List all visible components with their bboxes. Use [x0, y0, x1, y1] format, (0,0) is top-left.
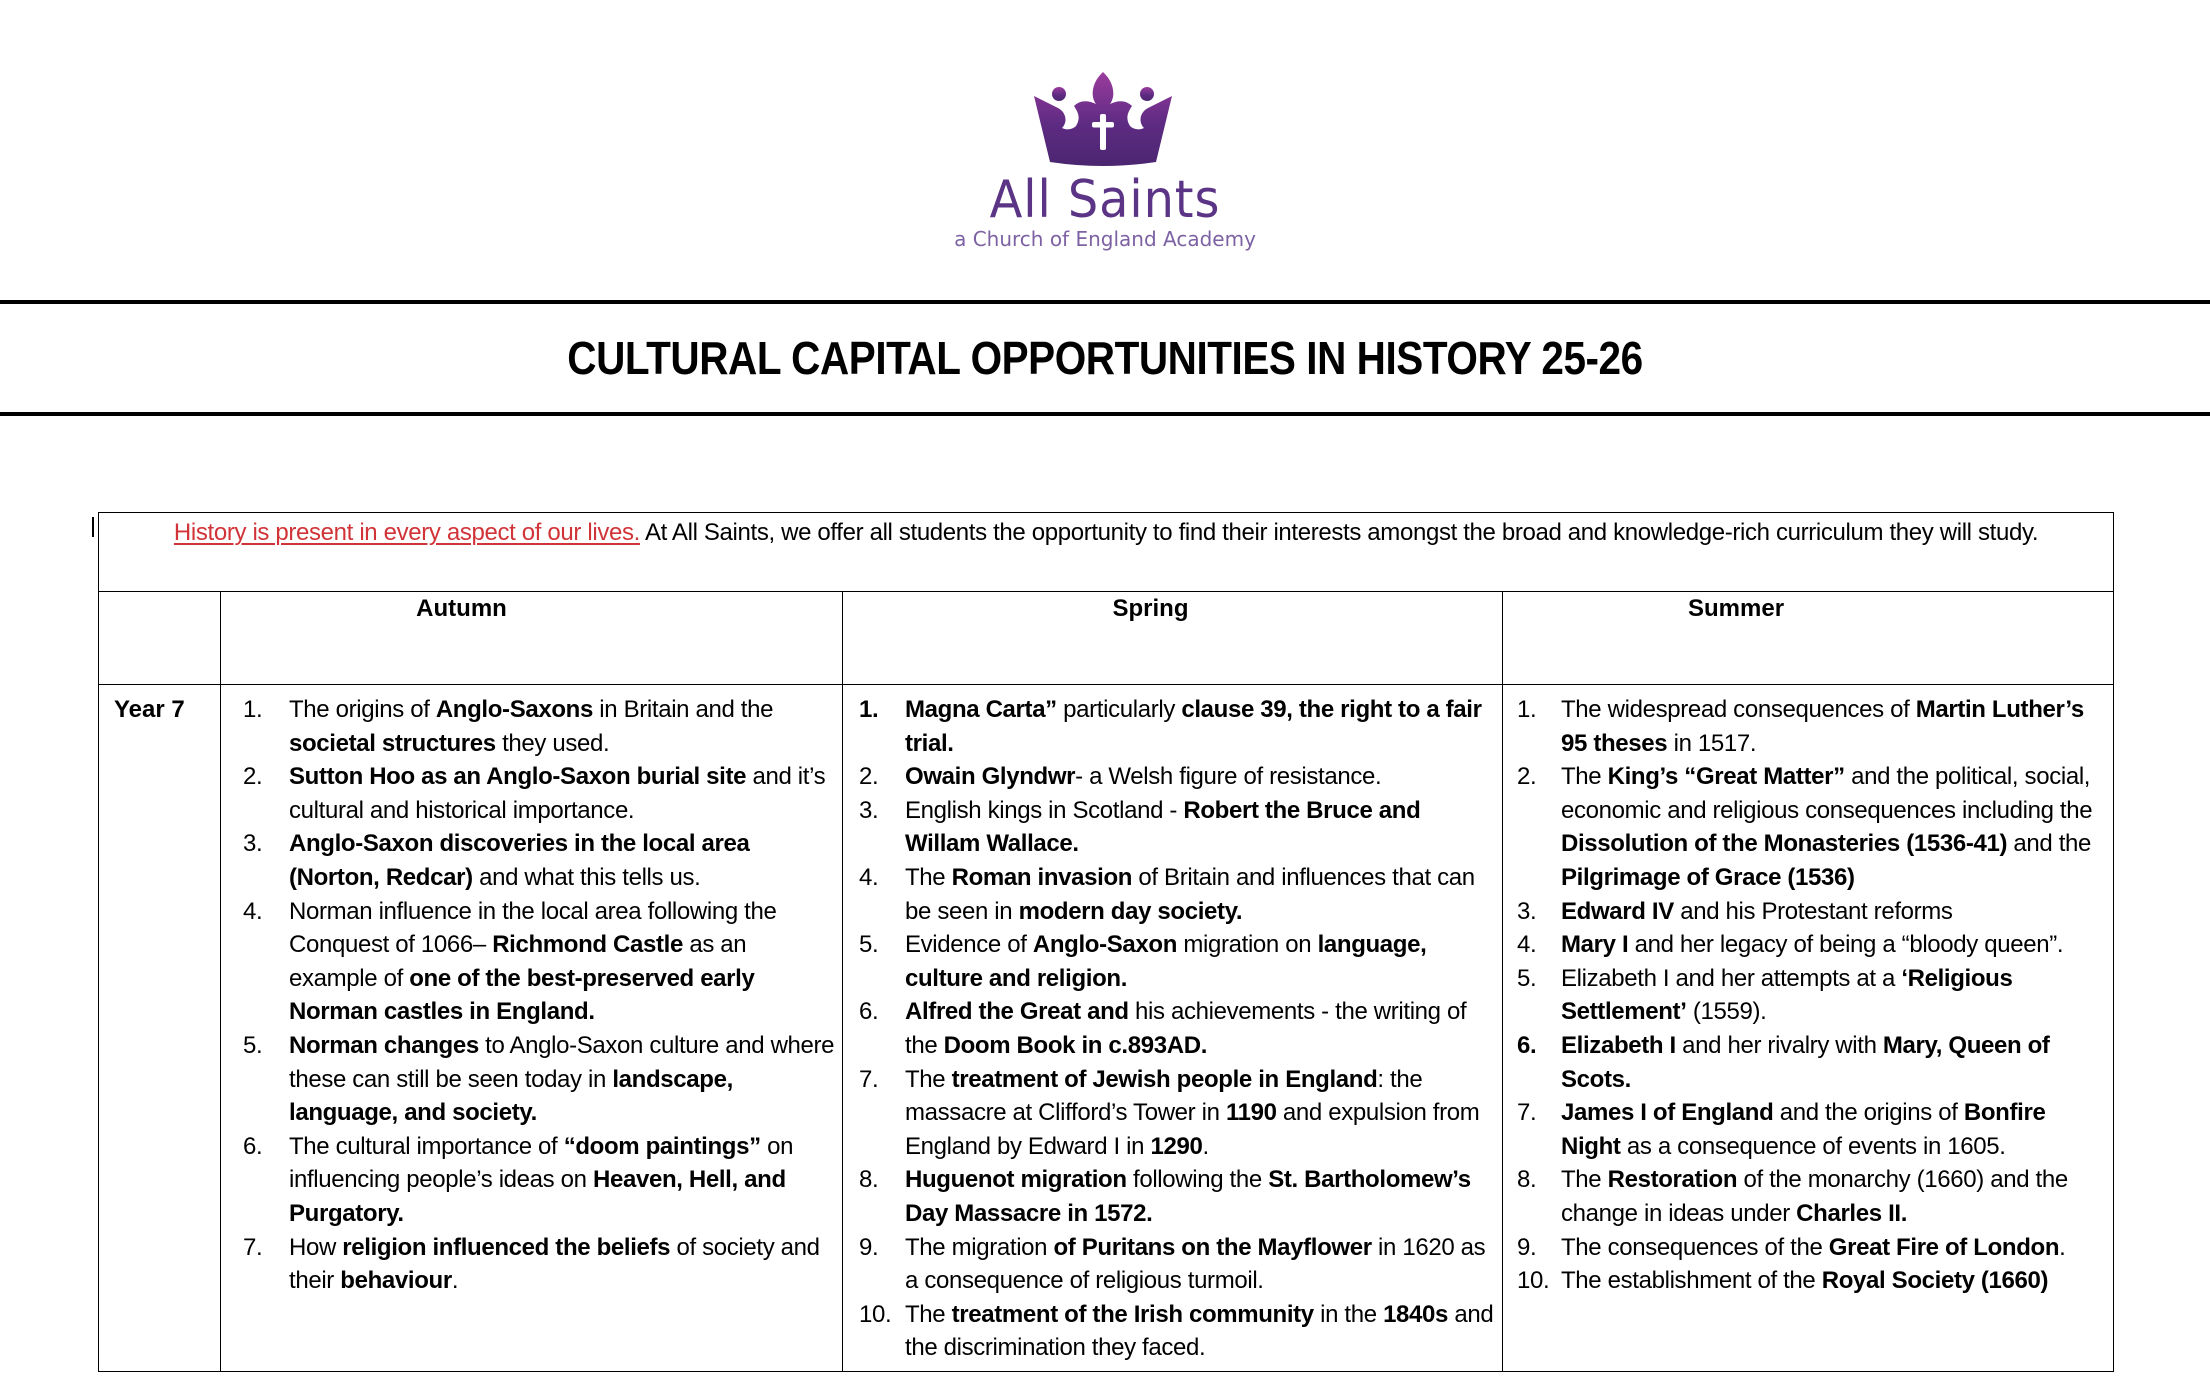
emphasis-text: Roman invasion — [951, 863, 1133, 891]
item-text: and her legacy of being a “bloody queen”. — [1628, 931, 2064, 959]
item-text: The migration — [905, 1233, 1054, 1261]
emphasis-text: societal structures — [289, 729, 496, 757]
emphasis-text: Anglo-Saxon — [1032, 931, 1178, 959]
emphasis-text: Sutton Hoo as an Anglo-Saxon burial site — [289, 763, 747, 791]
item-text: on influencing people’s ideas on — [289, 1132, 794, 1194]
autumn-list — [221, 685, 842, 1298]
emphasis-text: Bonfire Night — [1561, 1099, 2046, 1160]
item-text: and the — [2007, 830, 2092, 858]
emphasis-text: Mary, Queen of Scots. — [1561, 1031, 2050, 1093]
item-text: The — [905, 1300, 952, 1328]
header-row — [99, 592, 2114, 685]
item-text: as an example of — [289, 931, 747, 992]
list-item — [221, 1231, 842, 1298]
list-item-number: 8. — [859, 1166, 879, 1194]
emphasis-text: St. Bartholomew’s Day Massacre in 1572. — [905, 1166, 1471, 1227]
list-item — [221, 827, 842, 894]
emphasis-text: treatment of Jewish people in England — [951, 1065, 1378, 1093]
item-text: they used. — [495, 729, 610, 757]
list-item — [221, 693, 842, 760]
list-item — [1503, 1096, 2113, 1163]
list-item — [843, 760, 1502, 794]
intro-cell — [99, 513, 2114, 592]
emphasis-text: landscape, language, and society. — [289, 1065, 733, 1127]
emphasis-text: 1190 — [1225, 1099, 1277, 1127]
list-item — [843, 1063, 1502, 1164]
list-item-number: 4. — [243, 897, 263, 925]
list-item-number: 6. — [243, 1132, 263, 1160]
emphasis-text: Elizabeth I — [1561, 1031, 1676, 1059]
list-item-number: 6. — [1517, 1031, 1537, 1059]
item-text: . — [1202, 1132, 1209, 1160]
item-text: particularly — [1056, 696, 1182, 723]
header-autumn: Autumn — [221, 592, 843, 685]
emphasis-text: Mary I — [1561, 931, 1629, 959]
item-text: The cultural importance of — [289, 1132, 564, 1160]
list-item-number: 3. — [1517, 897, 1537, 925]
emphasis-text: Doom Book in c.893AD. — [943, 1031, 1208, 1059]
list-item-number: 4. — [859, 863, 879, 891]
item-text: in 1517. — [1667, 729, 1757, 757]
list-item — [843, 693, 1502, 760]
header-spring: Spring — [843, 592, 1503, 685]
list-item — [221, 1130, 842, 1231]
list-item — [221, 895, 842, 1029]
item-text: as a consequence of events in 1605. — [1620, 1132, 2006, 1160]
autumn-cell — [221, 685, 843, 1372]
emphasis-text: Martin Luther’s 95 theses — [1561, 696, 2084, 757]
emphasis-text: Owain Glyndwr — [905, 763, 1076, 791]
list-item — [843, 1298, 1502, 1365]
item-text: Evidence of — [905, 931, 1033, 959]
item-text: The — [1561, 1166, 1608, 1194]
item-text: and his Protestant reforms — [1673, 897, 1953, 925]
crown-cross-icon — [1030, 70, 1176, 168]
emphasis-text: Magna Carta” — [905, 696, 1057, 723]
item-text: migration on — [1177, 931, 1318, 959]
list-item — [843, 794, 1502, 861]
emphasis-text: clause 39, the right to a fair trial. — [905, 696, 1482, 757]
list-item — [1503, 760, 2113, 894]
emphasis-text: King’s “Great Matter” — [1607, 763, 1845, 791]
item-text: of society and their — [289, 1233, 820, 1295]
emphasis-text: religion influenced the beliefs — [342, 1233, 671, 1261]
item-text: . — [451, 1267, 459, 1295]
emphasis-text: Alfred the Great and — [905, 998, 1129, 1026]
page-title: CULTURAL CAPITAL OPPORTUNITIES IN HISTORY 25-26 — [567, 332, 1643, 384]
emphasis-text: Great Fire of London — [1828, 1233, 2060, 1261]
item-text: of Britain and influences that can be seen in — [905, 863, 1475, 925]
item-text: and it’s cultural and historical importance. — [289, 763, 826, 824]
list-item — [1503, 1163, 2113, 1230]
item-text: The — [905, 1065, 952, 1093]
spring-cell — [843, 685, 1503, 1372]
emphasis-text: Heaven, Hell, and Purgatory. — [289, 1166, 786, 1227]
emphasis-text: “doom paintings” — [563, 1132, 761, 1160]
emphasis-text: treatment of the Irish community — [951, 1300, 1314, 1328]
item-text: in Britain and the — [592, 696, 774, 723]
list-item — [221, 1029, 842, 1130]
emphasis-text: James I of England — [1561, 1099, 1774, 1127]
list-item — [843, 1231, 1502, 1298]
year-label: Year 7 — [99, 685, 221, 1372]
list-item-number: 8. — [1517, 1166, 1537, 1194]
cultural-capital-table — [98, 512, 2114, 1372]
item-text: The establishment of the — [1561, 1267, 1822, 1295]
item-text: following the — [1126, 1166, 1269, 1194]
list-item-number: 1. — [859, 696, 879, 723]
emphasis-text: ‘Religious Settlement’ — [1561, 964, 2013, 1026]
item-text: Elizabeth I and her attempts at a — [1561, 964, 1902, 992]
list-item — [1503, 1231, 2113, 1265]
summer-cell — [1503, 685, 2114, 1372]
item-text: and what this tells us. — [472, 863, 701, 891]
list-item-number: 1. — [243, 696, 263, 723]
emphasis-text: language, culture and religion. — [905, 931, 1427, 992]
emphasis-text: Royal Society (1660) — [1821, 1267, 2049, 1295]
text-cursor — [92, 517, 94, 537]
list-item-number: 2. — [1517, 763, 1537, 791]
list-item — [221, 760, 842, 827]
list-item-number: 2. — [859, 763, 879, 791]
header-blank — [99, 592, 221, 685]
intro-text: At All Saints, we offer all students the opportunity to find their interests amongst the broad and knowledge-rich curriculum they will study. — [639, 519, 2039, 546]
summer-list — [1503, 685, 2113, 1298]
list-item — [1503, 1264, 2113, 1298]
list-item-number: 3. — [859, 796, 879, 824]
list-item-number: 9. — [859, 1233, 879, 1261]
list-item-number: 10. — [859, 1300, 892, 1328]
list-item-number: 7. — [859, 1065, 879, 1093]
item-text: his achievements - the writing of the — [905, 998, 1467, 1059]
list-item — [1503, 928, 2113, 962]
emphasis-text: one of the best-preserved early Norman castles in England. — [289, 964, 755, 1026]
item-text: The consequences of the — [1561, 1233, 1829, 1261]
list-item-number: 10. — [1517, 1267, 1550, 1295]
list-item-number: 7. — [243, 1233, 263, 1261]
emphasis-text: Huguenot migration — [905, 1166, 1127, 1194]
item-text: English kings in Scotland - — [905, 796, 1184, 824]
emphasis-text: Edward IV — [1561, 897, 1674, 925]
list-item-number: 6. — [859, 998, 879, 1026]
list-item — [1503, 1029, 2113, 1096]
item-text: Norman influence in the local area following the Conquest of 1066– — [289, 897, 777, 959]
emphasis-text: 1840s — [1383, 1300, 1449, 1328]
item-text: in the — [1313, 1300, 1384, 1328]
item-text: . — [2059, 1233, 2066, 1261]
item-text: to Anglo-Saxon culture and where these can still be seen today in — [289, 1031, 835, 1093]
logo-school-name: All Saints — [989, 170, 1221, 230]
intro-highlight-link[interactable]: History is present in every aspect of our lives. — [173, 519, 640, 546]
item-text: The origins of — [289, 696, 436, 723]
emphasis-text: Robert the Bruce and Willam Wallace. — [905, 796, 1421, 858]
intro-row — [99, 513, 2114, 592]
item-text: and the origins of — [1773, 1099, 1964, 1127]
list-item-number: 3. — [243, 830, 263, 858]
list-item — [843, 1163, 1502, 1230]
header-summer: Summer — [1503, 592, 2114, 685]
emphasis-text: Restoration — [1607, 1166, 1738, 1194]
list-item-number: 1. — [1517, 696, 1537, 723]
item-text: and the political, social, economic and religious consequences including the — [1561, 763, 2093, 824]
emphasis-text: Pilgrimage of Grace (1536) — [1561, 863, 1855, 891]
list-item — [843, 995, 1502, 1062]
emphasis-text: Anglo-Saxon discoveries in the local area (Norton, Redcar) — [289, 830, 750, 891]
logo-tagline: a Church of England Academy — [954, 227, 1256, 251]
emphasis-text: Norman changes — [289, 1031, 479, 1059]
emphasis-text: Charles II. — [1796, 1199, 1908, 1227]
item-text: The — [905, 863, 952, 891]
emphasis-text: Richmond Castle — [492, 931, 683, 959]
list-item-number: 2. — [243, 763, 263, 791]
list-item-number: 5. — [1517, 964, 1537, 992]
emphasis-text: 1290 — [1150, 1132, 1203, 1160]
list-item-number: 9. — [1517, 1233, 1537, 1261]
emphasis-text: Anglo-Saxons — [435, 696, 593, 723]
item-text: How — [289, 1233, 343, 1261]
item-text: : the massacre at Clifford’s Tower in — [905, 1065, 1423, 1127]
title-top-rule — [0, 300, 2210, 304]
list-item-number: 7. — [1517, 1099, 1537, 1127]
item-text: and the discrimination they faced. — [905, 1300, 1494, 1362]
list-item — [1503, 962, 2113, 1029]
item-text: of the monarchy (1660) and the change in ideas under — [1561, 1166, 2068, 1227]
list-item-number: 5. — [859, 931, 879, 959]
list-item — [843, 861, 1502, 928]
emphasis-text: Dissolution of the Monasteries (1536-41) — [1561, 830, 2008, 858]
emphasis-text: of Puritans on the Mayflower — [1053, 1233, 1372, 1261]
item-text: (1559). — [1686, 998, 1767, 1026]
item-text: and expulsion from England by Edward I in — [905, 1099, 1480, 1160]
list-item — [843, 928, 1502, 995]
emphasis-text: behaviour — [340, 1267, 452, 1295]
school-logo — [0, 0, 2210, 270]
title-bottom-rule — [0, 412, 2210, 416]
table-row-year-7 — [99, 685, 2114, 1372]
list-item — [1503, 693, 2113, 760]
list-item — [1503, 895, 2113, 929]
item-text: The widespread consequences of — [1561, 696, 1916, 723]
item-text: and her rivalry with — [1675, 1031, 1883, 1059]
spring-list — [843, 685, 1502, 1365]
item-text: - a Welsh figure of resistance. — [1075, 763, 1382, 791]
emphasis-text: modern day society. — [1018, 897, 1243, 925]
item-text: The — [1561, 763, 1608, 791]
item-text: in 1620 as a consequence of religious turmoil. — [905, 1233, 1486, 1295]
list-item-number: 4. — [1517, 931, 1537, 959]
list-item-number: 5. — [243, 1031, 263, 1059]
